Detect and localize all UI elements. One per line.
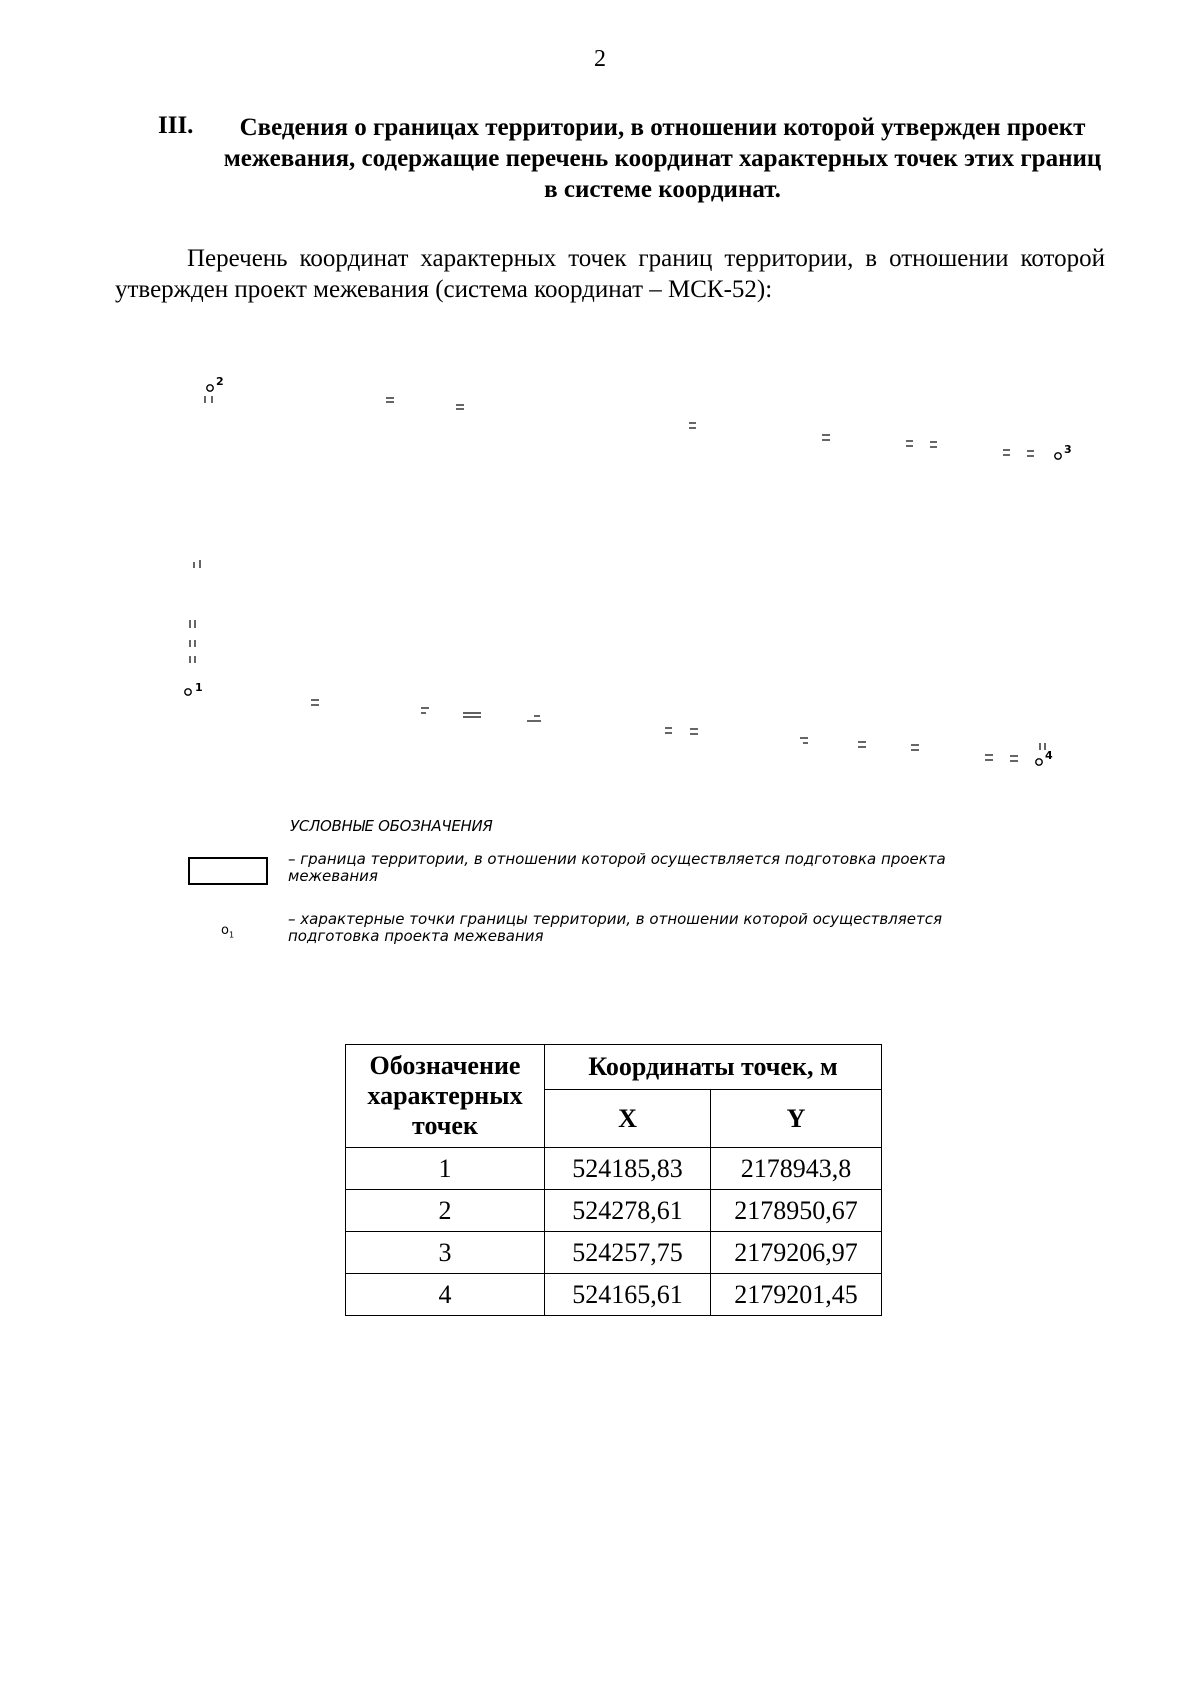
cell-y: 2179201,45: [711, 1274, 882, 1316]
legend-point-index: 1: [228, 930, 235, 940]
cell-x: 524165,61: [545, 1274, 711, 1316]
cell-x: 524185,83: [545, 1148, 711, 1190]
header-y: Y: [711, 1090, 882, 1148]
table-row: [346, 1190, 882, 1232]
point-marker-3: [1055, 443, 1072, 459]
table-row: [346, 1274, 882, 1316]
legend-point-glyph: о: [221, 923, 229, 938]
cell-y: 2179206,97: [711, 1232, 882, 1274]
header-x: X: [545, 1090, 711, 1148]
page-number: 2: [594, 46, 606, 72]
legend-boundary-text: – граница территории, в отношении которой осуществляется подготовка проекта межевания: [288, 850, 946, 885]
section-title: Сведения о границах территории, в отношении которой утвержден проект межевания, содержащие перечень координат характерных точек этих границ в системе координат.: [223, 114, 1102, 203]
point-label-3: 3: [1064, 443, 1072, 456]
table-row: [346, 1148, 882, 1190]
cell-point: 3: [346, 1232, 545, 1274]
section-number: III.: [158, 112, 194, 139]
point-marker-1: [185, 681, 203, 695]
point-label-1: 1: [195, 681, 203, 694]
table-row: [346, 1232, 882, 1274]
legend-points-text: – характерные точки границы территории, в отношении которой осуществляется подготовка проекта межевания: [288, 910, 943, 945]
intro-paragraph: Перечень координат характерных точек границ территории, в отношении которой утвержден проект межевания (система координат – МСК-52):: [115, 245, 1105, 303]
cell-y: 2178943,8: [711, 1148, 882, 1190]
header-coords: Координаты точек, м: [545, 1045, 882, 1090]
coordinates-table: [345, 1044, 882, 1316]
cell-point: 4: [346, 1274, 545, 1316]
point-marker-2: [207, 375, 224, 391]
legend-point-symbol: [221, 923, 234, 940]
cell-y: 2178950,67: [711, 1190, 882, 1232]
cell-x: 524278,61: [545, 1190, 711, 1232]
cell-point: 1: [346, 1148, 545, 1190]
legend-boundary-symbol: [188, 857, 268, 885]
point-label-4: 4: [1045, 749, 1053, 762]
legend-title: УСЛОВНЫЕ ОБОЗНАЧЕНИЯ: [290, 817, 493, 835]
cell-point: 2: [346, 1190, 545, 1232]
cell-x: 524257,75: [545, 1232, 711, 1274]
point-marker-4: [1036, 749, 1053, 765]
boundary-fragments: [190, 396, 1045, 761]
point-label-2: 2: [216, 375, 224, 388]
header-designation: Обозначение характерных точек: [346, 1045, 545, 1148]
